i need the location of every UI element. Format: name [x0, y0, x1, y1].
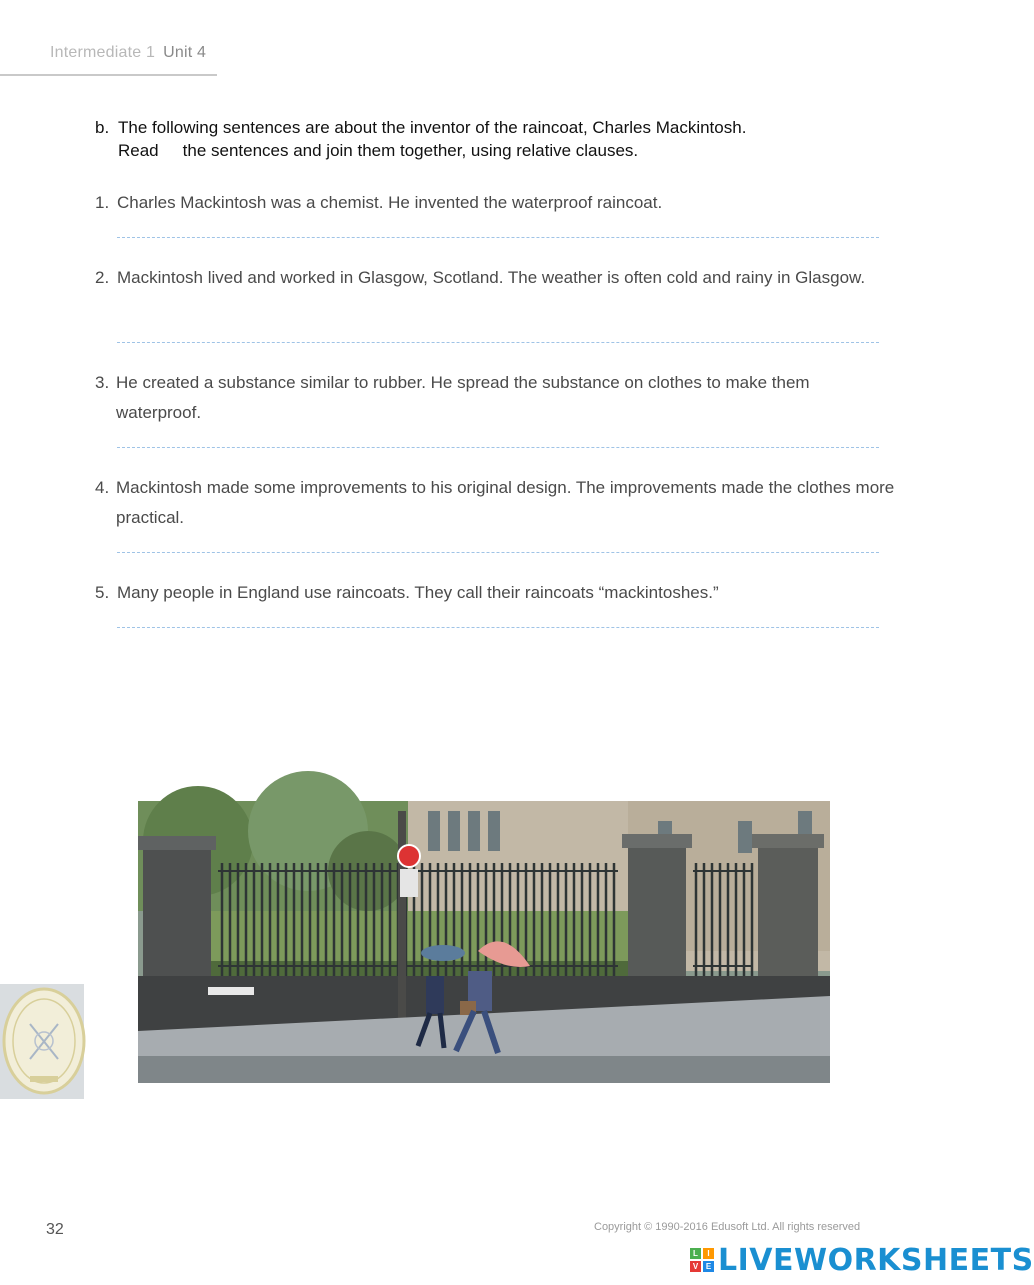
answer-line-3[interactable] — [117, 447, 879, 448]
brand-name: LIVEWORKSHEETS — [718, 1242, 1034, 1278]
question-number: 5. — [95, 583, 110, 602]
question-text: Mackintosh lived and worked in Glasgow, Scotland. The weather is often cold and rainy in Glasgow. — [117, 268, 866, 287]
instruction-line-2 — [118, 139, 638, 162]
instruction-line-1: The following sentences are about the inventor of the raincoat, Charles Mackintosh. — [118, 118, 747, 137]
question-number: 3. — [95, 373, 110, 392]
course-label: Intermediate 1 — [50, 44, 156, 61]
exercise-letter: b. — [95, 118, 110, 137]
liveworksheets-icon: L I V E — [690, 1248, 714, 1272]
instruction-read: Read — [118, 141, 159, 160]
question-number: 1. — [95, 193, 110, 212]
header-divider — [0, 74, 217, 76]
liveworksheets-logo[interactable] — [690, 1243, 1034, 1277]
copyright-notice: Copyright © 1990-2016 Edusoft Ltd. All rights reserved — [594, 1221, 861, 1233]
question-text: Many people in England use raincoats. They call their raincoats “mackintoshes.” — [117, 583, 719, 602]
rainy-street-photo — [138, 801, 830, 1083]
instruction-rest: the sentences and join them together, using relative clauses. — [182, 141, 639, 160]
question-3 — [95, 368, 895, 428]
question-number: 4. — [95, 478, 110, 497]
answer-line-2[interactable] — [117, 342, 879, 343]
answer-line-5[interactable] — [117, 627, 879, 628]
question-1 — [95, 188, 895, 218]
university-seal — [0, 984, 84, 1099]
question-5 — [95, 578, 895, 608]
answer-line-4[interactable] — [117, 552, 879, 553]
unit-label: Unit 4 — [163, 44, 207, 61]
answer-line-1[interactable] — [117, 237, 879, 238]
question-text: Mackintosh made some improvements to his original design. The improvements made the clothes more practical. — [116, 478, 895, 527]
question-text: He created a substance similar to rubber. He spread the substance on clothes to make them waterproof. — [116, 373, 810, 422]
page-number: 32 — [46, 1221, 64, 1238]
question-4 — [95, 473, 895, 533]
question-2 — [95, 263, 895, 293]
question-text: Charles Mackintosh was a chemist. He invented the waterproof raincoat. — [117, 193, 663, 212]
page-header — [50, 44, 206, 62]
question-number: 2. — [95, 268, 110, 287]
